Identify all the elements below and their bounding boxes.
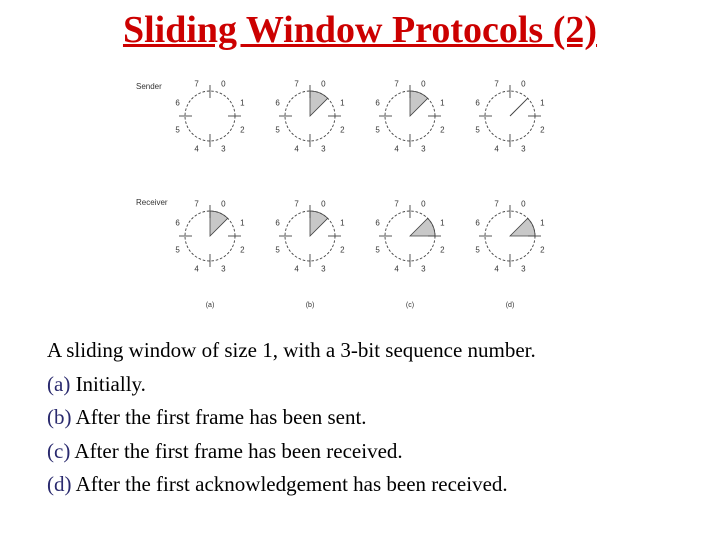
sector-number: 4 — [394, 264, 399, 274]
window-sector — [410, 218, 435, 236]
sector-number: 6 — [375, 98, 380, 108]
caption-label: (b) — [47, 405, 72, 429]
sector-number: 1 — [440, 218, 445, 228]
sector-number: 3 — [521, 144, 526, 154]
caption-label: (a) — [47, 371, 71, 396]
sector-number: 7 — [494, 79, 499, 89]
caption-text: After the first frame has been received. — [70, 438, 403, 463]
sector-number: 2 — [440, 245, 445, 255]
sequence-dial — [185, 91, 235, 141]
sector-number: 0 — [521, 79, 526, 89]
panel-label: (b) — [305, 302, 315, 309]
sector-number: 2 — [540, 125, 545, 135]
sector-number: 1 — [540, 98, 545, 108]
sector-number: 3 — [321, 264, 326, 274]
caption-label: (c) — [47, 438, 71, 463]
sliding-window-figure — [130, 76, 570, 316]
caption-item-b — [47, 401, 536, 435]
sector-number: 4 — [194, 144, 199, 154]
sector-number: 0 — [421, 199, 426, 209]
sector-number: 3 — [221, 144, 226, 154]
caption-text: After the first frame has been sent. — [71, 405, 367, 429]
sector-number: 3 — [221, 264, 226, 274]
sector-number: 2 — [240, 125, 245, 135]
window-sector — [310, 211, 328, 236]
receiver-row-label: Receiver — [136, 198, 168, 207]
sector-number: 6 — [275, 98, 280, 108]
sector-number: 4 — [494, 144, 499, 154]
caption-text: After the first acknowledgement has been received. — [71, 472, 508, 496]
caption-label: (d) — [47, 472, 72, 496]
sector-number: 6 — [375, 218, 380, 228]
caption-item-c — [47, 435, 536, 469]
sector-number: 1 — [340, 218, 345, 228]
panel-label: (a) — [205, 302, 215, 309]
window-sector — [310, 91, 328, 116]
sector-number: 1 — [540, 218, 545, 228]
sector-number: 4 — [294, 144, 299, 154]
sector-number: 3 — [321, 144, 326, 154]
window-sector — [410, 91, 428, 116]
sector-number: 7 — [294, 199, 299, 209]
sector-number: 0 — [321, 199, 326, 209]
panel-label: (d) — [505, 302, 515, 309]
sector-number: 4 — [394, 144, 399, 154]
sector-number: 5 — [275, 125, 280, 135]
sector-number: 1 — [340, 98, 345, 108]
sector-number: 1 — [240, 218, 245, 228]
sector-number: 6 — [175, 218, 180, 228]
sender-row-label: Sender — [136, 82, 162, 91]
sector-number: 2 — [240, 245, 245, 255]
figure-caption — [47, 334, 536, 502]
sector-number: 5 — [275, 245, 280, 255]
window-sector — [510, 218, 535, 236]
caption-intro: A sliding window of size 1, with a 3-bit sequence number. — [47, 338, 536, 362]
sector-number: 7 — [494, 199, 499, 209]
sector-number: 0 — [321, 79, 326, 89]
sector-number: 6 — [475, 218, 480, 228]
sector-number: 3 — [421, 264, 426, 274]
sector-number: 5 — [175, 125, 180, 135]
sector-number: 6 — [175, 98, 180, 108]
sector-number: 3 — [521, 264, 526, 274]
sector-number: 0 — [221, 199, 226, 209]
sector-number: 6 — [475, 98, 480, 108]
caption-item-d — [47, 468, 536, 502]
sector-number: 3 — [421, 144, 426, 154]
sector-number: 5 — [175, 245, 180, 255]
sector-number: 5 — [475, 245, 480, 255]
sector-number: 5 — [375, 125, 380, 135]
sector-number: 5 — [475, 125, 480, 135]
window-sector — [210, 211, 228, 236]
caption-item-a — [47, 368, 536, 402]
sector-number: 2 — [540, 245, 545, 255]
sector-number: 2 — [340, 125, 345, 135]
caption-text: Initially. — [70, 371, 146, 396]
sector-number: 7 — [194, 199, 199, 209]
sector-number: 0 — [421, 79, 426, 89]
sector-number: 7 — [394, 199, 399, 209]
window-pointer — [510, 98, 528, 116]
sector-number: 6 — [275, 218, 280, 228]
sector-number: 0 — [521, 199, 526, 209]
sector-number: 2 — [340, 245, 345, 255]
sector-number: 2 — [440, 125, 445, 135]
sector-number: 4 — [494, 264, 499, 274]
sector-number: 4 — [194, 264, 199, 274]
sector-number: 5 — [375, 245, 380, 255]
sector-number: 1 — [240, 98, 245, 108]
sector-number: 4 — [294, 264, 299, 274]
page-title: Sliding Window Protocols (2) — [122, 9, 598, 51]
sector-number: 7 — [294, 79, 299, 89]
sector-number: 7 — [194, 79, 199, 89]
sector-number: 1 — [440, 98, 445, 108]
sector-number: 7 — [394, 79, 399, 89]
panel-label: (c) — [405, 302, 415, 309]
sector-number: 0 — [221, 79, 226, 89]
